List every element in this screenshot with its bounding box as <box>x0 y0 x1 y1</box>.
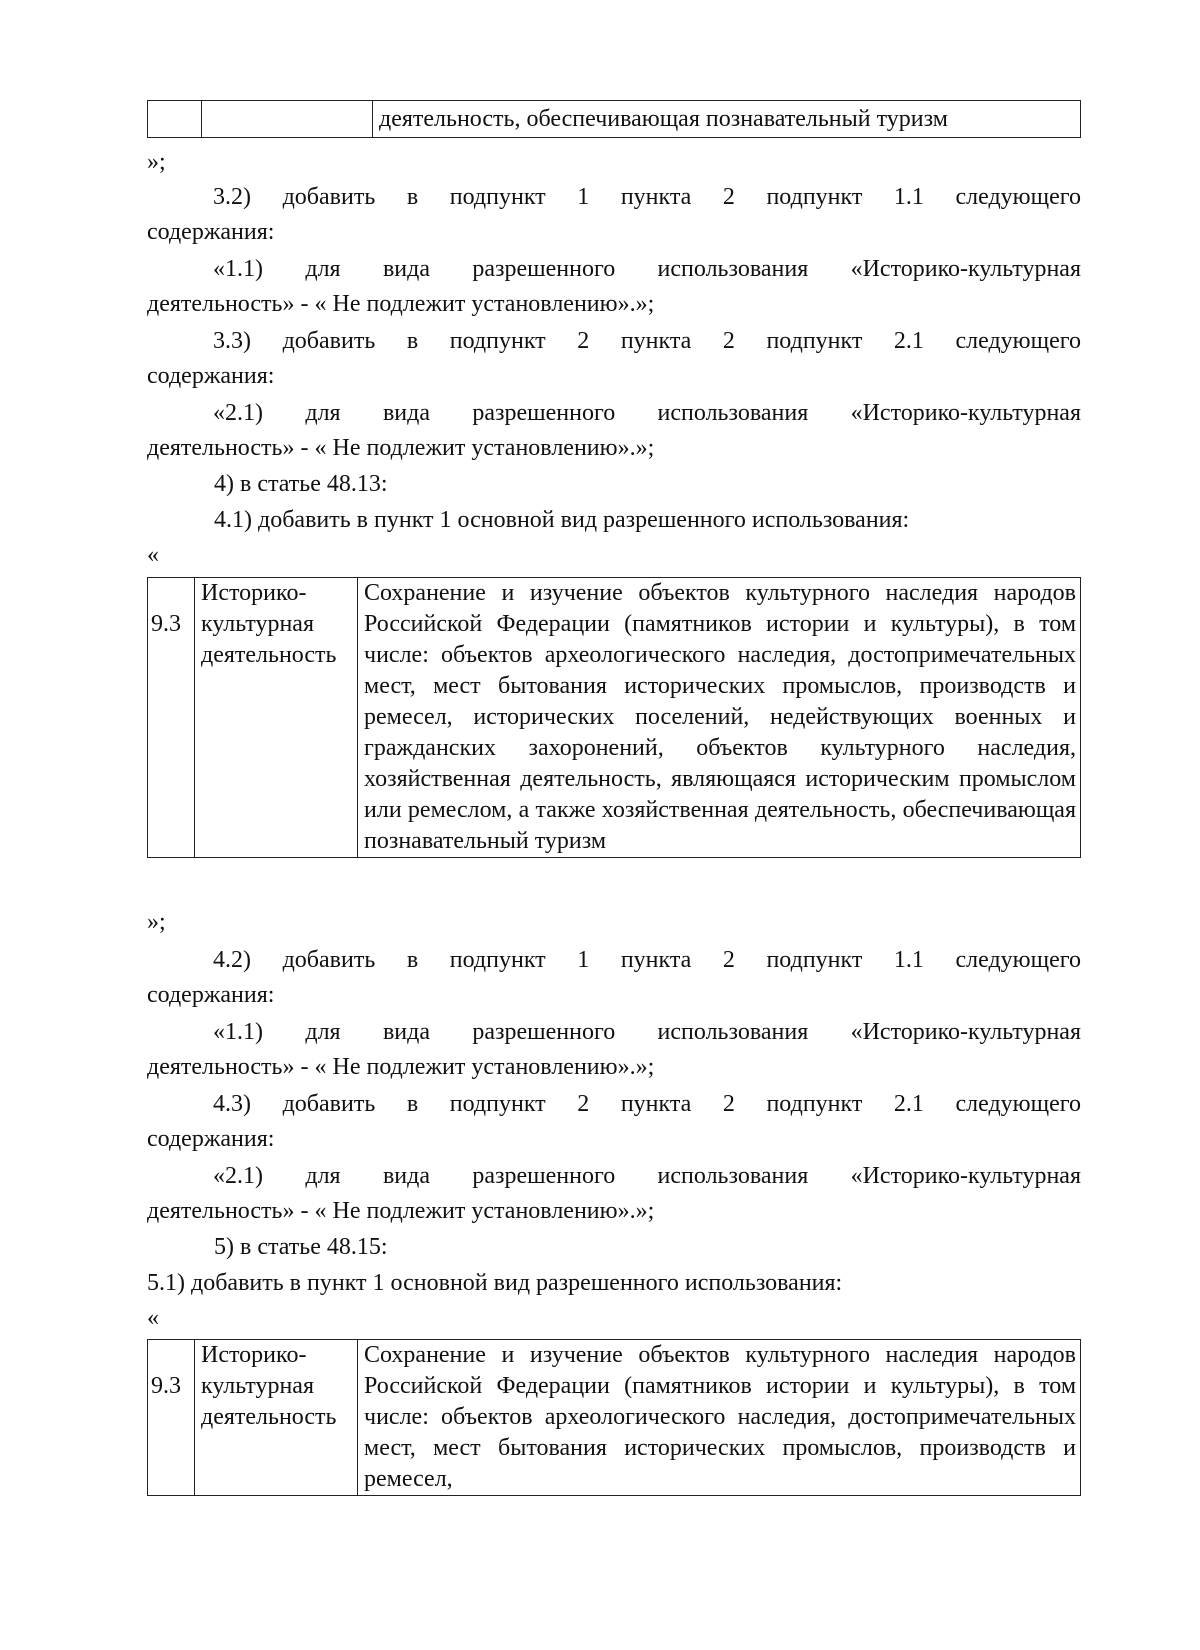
paragraph-4-3 <box>147 1087 1081 1157</box>
paragraph-line: «1.1) для вида разрешенного использования «Историко-культурная <box>213 256 1081 282</box>
table-row <box>148 101 1081 138</box>
closing-quote: »; <box>147 149 166 175</box>
paragraph-3-2 <box>147 180 1081 250</box>
paragraph-line: деятельность» - « Не подлежит установлению».»; <box>147 1054 655 1080</box>
paragraph-line: содержания: <box>147 982 275 1008</box>
paragraph-2-1 <box>147 1159 1081 1229</box>
use-code: 9.3 <box>151 1373 181 1399</box>
number-cell <box>148 1340 195 1496</box>
top-table-fragment <box>147 100 1081 138</box>
name-cell <box>195 578 358 858</box>
opening-quote: « <box>147 1305 159 1331</box>
paragraph-line: деятельность» - « Не подлежит установлению».»; <box>147 435 655 461</box>
use-code: 9.3 <box>151 611 181 637</box>
number-cell <box>148 101 202 138</box>
paragraph-line: деятельность» - « Не подлежит установлению».»; <box>147 291 655 317</box>
paragraph-line: 4.3) добавить в подпункт 2 пункта 2 подпункт 2.1 следующего <box>213 1091 1081 1117</box>
description-cell: Сохранение и изучение объектов культурного наследия народов Российской Федерации (памятников истории и культуры), в том числе: объектов археологического наследия, достопримечательных мест, мест бытования исторических промыслов, производств и ремесел, <box>358 1340 1081 1496</box>
paragraph-line: 3.2) добавить в подпункт 1 пункта 2 подпункт 1.1 следующего <box>213 184 1081 210</box>
paragraph-4-2 <box>147 943 1081 1013</box>
number-cell <box>148 578 195 858</box>
description-cell: Сохранение и изучение объектов культурного наследия народов Российской Федерации (памятников истории и культуры), в том числе: объектов археологического наследия, достопримечательных мест, мест бытования исторических промыслов, производств и ремесел, исторических поселений, недействующих военных и гражданских захоронений, объектов культурного наследия, хозяйственная деятельность, являющаяся историческим промыслом или ремеслом, а также хозяйственная деятельность, обеспечивающая познавательный туризм <box>358 578 1081 858</box>
paragraph-1-1 <box>147 1015 1081 1085</box>
closing-quote: »; <box>147 909 166 935</box>
land-use-table-1 <box>147 577 1081 858</box>
paragraph-line: 3.3) добавить в подпункт 2 пункта 2 подпункт 2.1 следующего <box>213 328 1081 354</box>
paragraph-1-1 <box>147 252 1081 322</box>
paragraph-line: содержания: <box>147 363 275 389</box>
paragraph-line: содержания: <box>147 1126 275 1152</box>
description-cell: деятельность, обеспечивающая познавательный туризм <box>373 101 1081 138</box>
paragraph-3-3 <box>147 324 1081 394</box>
paragraph-line: 4.2) добавить в подпункт 1 пункта 2 подпункт 1.1 следующего <box>213 947 1081 973</box>
paragraph-line: «2.1) для вида разрешенного использования «Историко-культурная <box>213 1163 1081 1189</box>
item-4: 4) в статье 48.13: <box>214 471 388 497</box>
item-4-1: 4.1) добавить в пункт 1 основной вид разрешенного использования: <box>214 507 910 533</box>
item-5-1: 5.1) добавить в пункт 1 основной вид разрешенного использования: <box>147 1270 843 1296</box>
land-use-table-2 <box>147 1339 1081 1496</box>
paragraph-line: деятельность» - « Не подлежит установлению».»; <box>147 1198 655 1224</box>
name-cell <box>202 101 373 138</box>
paragraph-line: «1.1) для вида разрешенного использования «Историко-культурная <box>213 1019 1081 1045</box>
paragraph-2-1 <box>147 396 1081 466</box>
use-name: Историко-культурная деятельность <box>201 580 337 668</box>
name-cell <box>195 1340 358 1496</box>
item-5: 5) в статье 48.15: <box>214 1234 388 1260</box>
table-row <box>148 578 1081 858</box>
use-name: Историко-культурная деятельность <box>201 1342 337 1430</box>
opening-quote: « <box>147 542 159 568</box>
paragraph-line: «2.1) для вида разрешенного использования «Историко-культурная <box>213 400 1081 426</box>
table-row <box>148 1340 1081 1496</box>
paragraph-line: содержания: <box>147 219 275 245</box>
